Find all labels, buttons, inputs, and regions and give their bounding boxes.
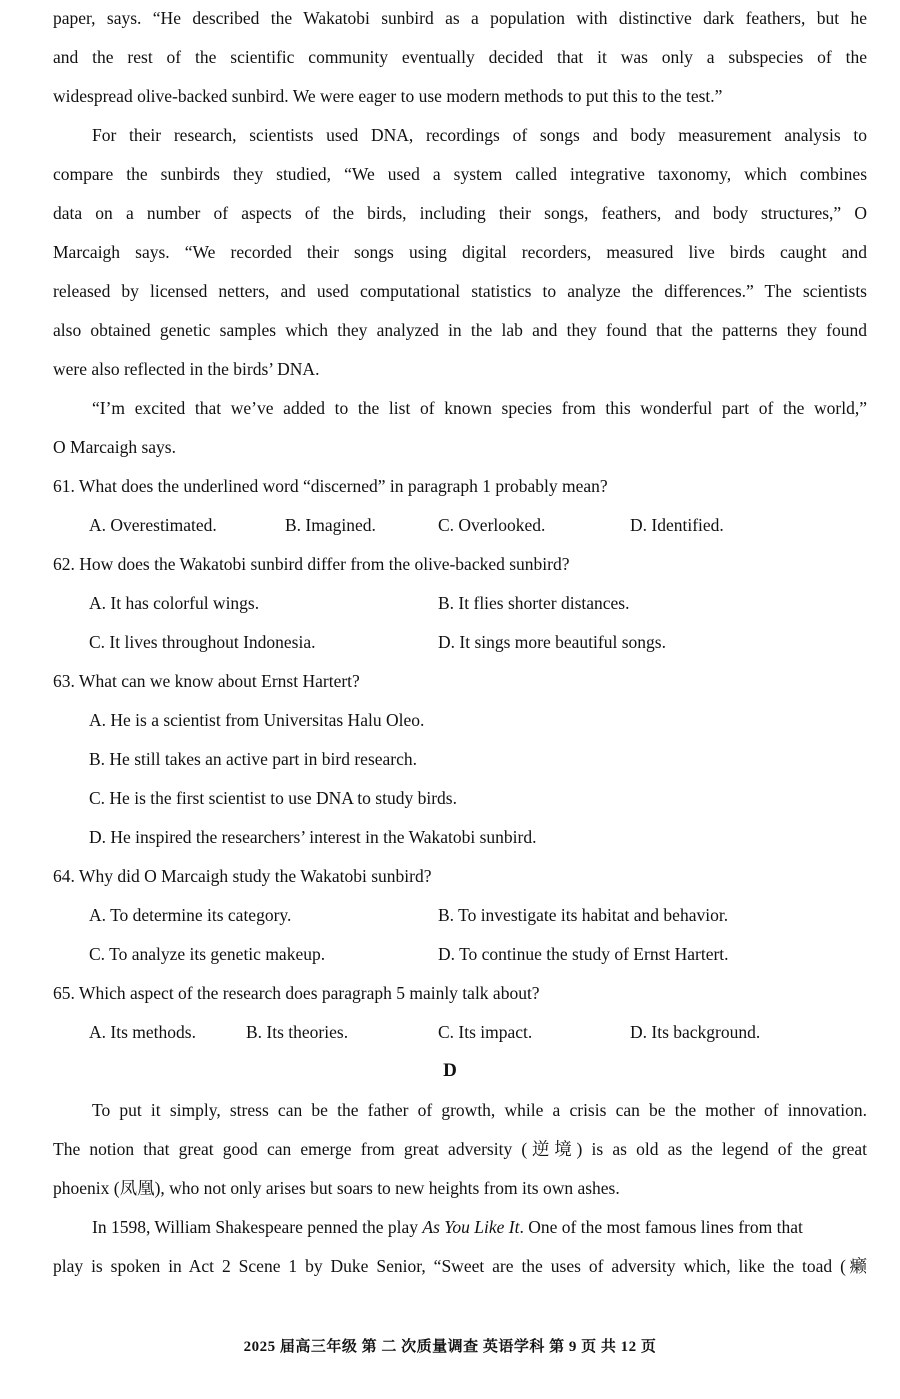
passage-line: and the rest of the scientific community eventually decided that it was only a subspecies of the [53,47,867,67]
passage-line: data on a number of aspects of the birds, including their songs, feathers, and body structures,” O [53,203,867,223]
q65-option-d: D. Its background. [630,1022,761,1042]
passage-line: also obtained genetic samples which they analyzed in the lab and they found that the patterns they found [53,320,867,340]
q62-option-c: C. It lives throughout Indonesia. [89,632,316,652]
q64-option-a: A. To determine its category. [89,905,292,925]
passage-line: play is spoken in Act 2 Scene 1 by Duke Senior, “Sweet are the uses of adversity which, like the toad (癞 [53,1256,867,1276]
q64-option-b: B. To investigate its habitat and behavior. [438,905,729,925]
question-64-stem: 64. Why did O Marcaigh study the Wakatobi sunbird? [53,866,432,886]
passage-line [92,1217,867,1237]
q65-option-a: A. Its methods. [89,1022,196,1042]
passage-line: paper, says. “He described the Wakatobi sunbird as a population with distinctive dark feathers, but he [53,8,867,28]
passage-line: phoenix (凤凰), who not only arises but soars to new heights from its own ashes. [53,1178,620,1198]
play-title: As You Like It [422,1217,520,1237]
q63-option-c: C. He is the first scientist to use DNA to study birds. [89,788,457,808]
question-61-stem: 61. What does the underlined word “discerned” in paragraph 1 probably mean? [53,476,608,496]
q63-option-b: B. He still takes an active part in bird research. [89,749,418,769]
q63-option-d: D. He inspired the researchers’ interest in the Wakatobi sunbird. [89,827,537,847]
q62-option-a: A. It has colorful wings. [89,593,260,613]
passage-line: compare the sunbirds they studied, “We used a system called integrative taxonomy, which combines [53,164,867,184]
passage-line: For their research, scientists used DNA, recordings of songs and body measurement analysis to [92,125,867,145]
q65-option-c: C. Its impact. [438,1022,533,1042]
question-63-stem: 63. What can we know about Ernst Hartert? [53,671,360,691]
q62-option-b: B. It flies shorter distances. [438,593,630,613]
q64-option-d: D. To continue the study of Ernst Hartert. [438,944,729,964]
q61-option-a: A. Overestimated. [89,515,217,535]
question-62-stem: 62. How does the Wakatobi sunbird differ from the olive-backed sunbird? [53,554,570,574]
passage-line: To put it simply, stress can be the father of growth, while a crisis can be the mother of innovation. [92,1100,867,1120]
q63-option-a: A. He is a scientist from Universitas Halu Oleo. [89,710,425,730]
passage-line: O Marcaigh says. [53,437,176,457]
passage-line: widespread olive-backed sunbird. We were eager to use modern methods to put this to the test.” [53,86,723,106]
passage-text: . One of the most famous lines from that [519,1217,803,1237]
q62-option-d: D. It sings more beautiful songs. [438,632,666,652]
question-65-stem: 65. Which aspect of the research does paragraph 5 mainly talk about? [53,983,540,1003]
passage-line: The notion that great good can emerge from great adversity (逆境) is as old as the legend of the great [53,1139,867,1159]
passage-line: “I’m excited that we’ve added to the list of known species from this wonderful part of the world,” [92,398,867,418]
q61-option-d: D. Identified. [630,515,724,535]
q61-option-c: C. Overlooked. [438,515,546,535]
passage-text: In 1598, William Shakespeare penned the play [92,1217,423,1237]
passage-line: were also reflected in the birds’ DNA. [53,359,320,379]
passage-line: Marcaigh says. “We recorded their songs using digital recorders, measured live birds caught and [53,242,867,262]
section-heading: D [443,1060,457,1081]
q65-option-b: B. Its theories. [246,1022,349,1042]
page-footer: 2025 届高三年级 第 二 次质量调查 英语学科 第 9 页 共 12 页 [243,1339,657,1355]
passage-line: released by licensed netters, and used computational statistics to analyze the differences.” The scientists [53,281,867,301]
q64-option-c: C. To analyze its genetic makeup. [89,944,326,964]
q61-option-b: B. Imagined. [285,515,376,535]
